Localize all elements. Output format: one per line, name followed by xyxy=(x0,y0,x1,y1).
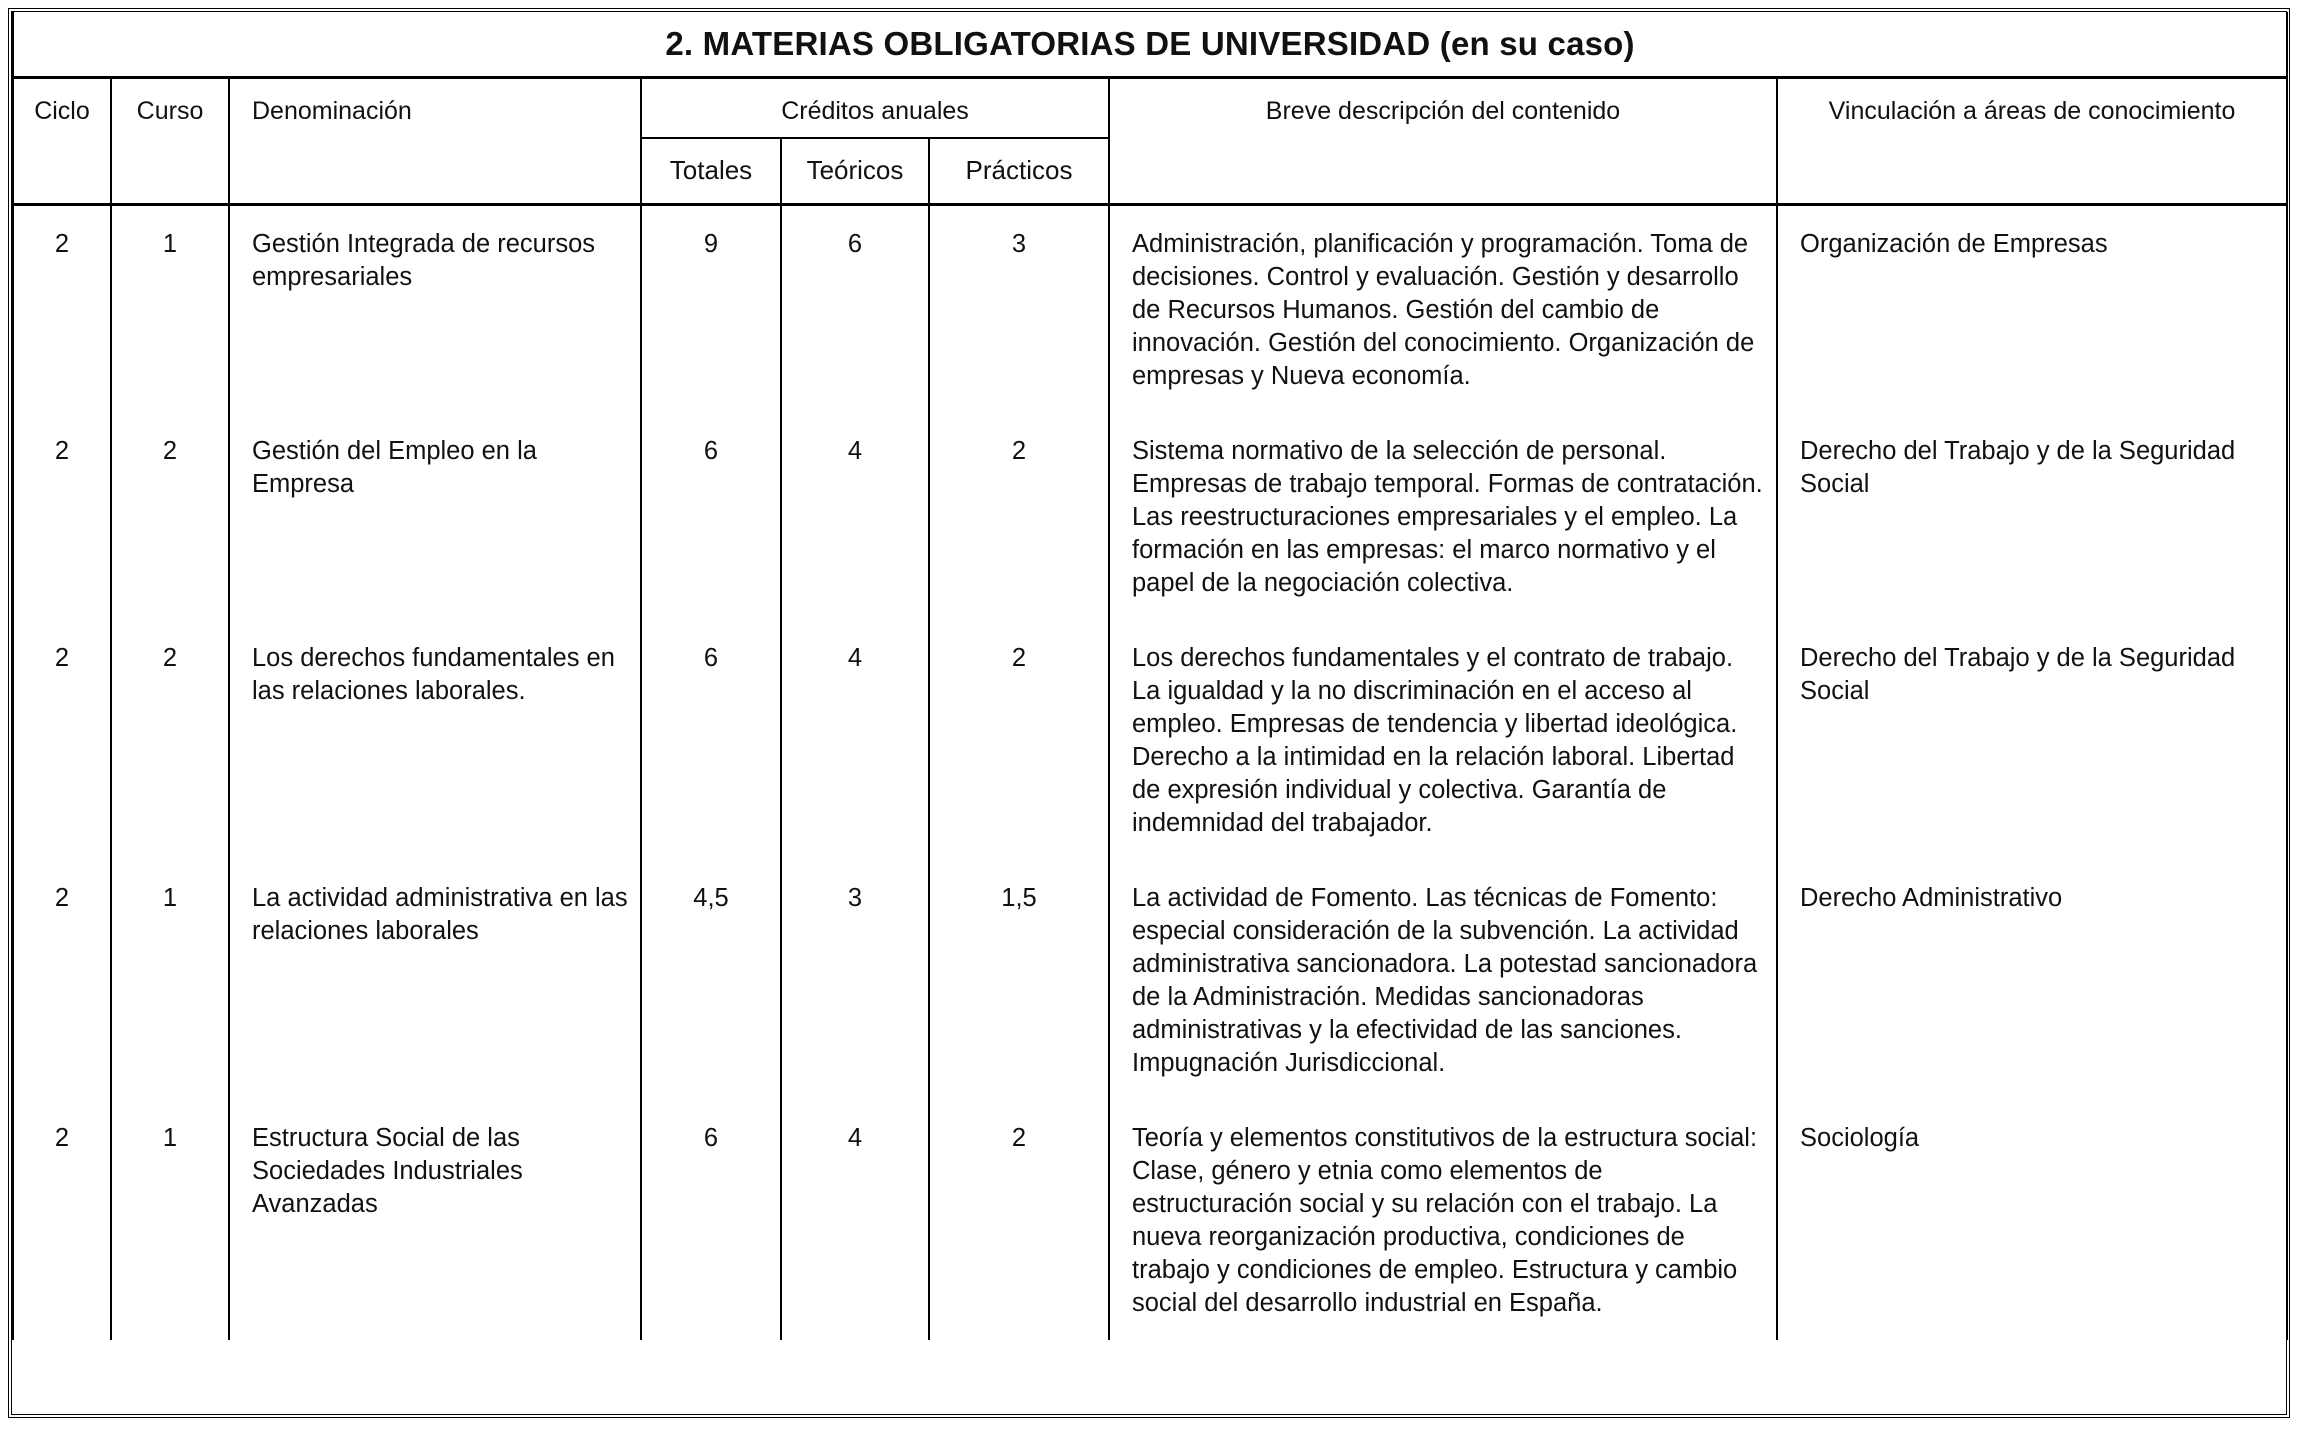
cell-vinculacion: Derecho del Trabajo y de la Seguridad Social xyxy=(1777,413,2287,620)
cell-practicos: 1,5 xyxy=(929,860,1109,1100)
cell-descripcion: Sistema normativo de la selección de personal. Empresas de trabajo temporal. Formas de contratación. Las reestructuraciones empresariales y el empleo. La formación en las empresas: el marco normativo y el papel de la negociación colectiva. xyxy=(1109,413,1777,620)
header-ciclo: Ciclo xyxy=(13,78,111,205)
cell-vinculacion: Derecho Administrativo xyxy=(1777,860,2287,1100)
header-practicos: Prácticos xyxy=(929,138,1109,205)
cell-totales: 6 xyxy=(641,1100,781,1340)
cell-curso: 1 xyxy=(111,860,229,1100)
header-vinculacion: Vinculación a áreas de conocimiento xyxy=(1777,78,2287,205)
cell-descripcion: Teoría y elementos constitutivos de la estructura social: Clase, género y etnia como elementos de estructuración social y su relación con el trabajo. La nueva reorganización productiva, condiciones de trabajo y condiciones de empleo. Estructura y cambio social del desarrollo industrial en España. xyxy=(1109,1100,1777,1340)
header-totales: Totales xyxy=(641,138,781,205)
cell-ciclo: 2 xyxy=(13,860,111,1100)
header-creditos-anuales: Créditos anuales xyxy=(641,78,1109,138)
cell-denominacion: Gestión Integrada de recursos empresariales xyxy=(229,204,641,413)
cell-ciclo: 2 xyxy=(13,204,111,413)
cell-denominacion: Estructura Social de las Sociedades Industriales Avanzadas xyxy=(229,1100,641,1340)
cell-curso: 2 xyxy=(111,620,229,860)
cell-vinculacion: Derecho del Trabajo y de la Seguridad Social xyxy=(1777,620,2287,860)
cell-totales: 6 xyxy=(641,620,781,860)
header-denominacion: Denominación xyxy=(229,78,641,205)
cell-practicos: 2 xyxy=(929,620,1109,860)
subjects-table xyxy=(12,12,2288,1340)
cell-denominacion: Los derechos fundamentales en las relaciones laborales. xyxy=(229,620,641,860)
cell-totales: 6 xyxy=(641,413,781,620)
cell-curso: 1 xyxy=(111,204,229,413)
cell-teoricos: 4 xyxy=(781,1100,929,1340)
table-row xyxy=(13,204,2287,413)
cell-ciclo: 2 xyxy=(13,1100,111,1340)
table-title: 2. MATERIAS OBLIGATORIAS DE UNIVERSIDAD (en su caso) xyxy=(13,12,2287,78)
cell-curso: 2 xyxy=(111,413,229,620)
cell-teoricos: 6 xyxy=(781,204,929,413)
cell-denominacion: Gestión del Empleo en la Empresa xyxy=(229,413,641,620)
cell-vinculacion: Sociología xyxy=(1777,1100,2287,1340)
cell-ciclo: 2 xyxy=(13,620,111,860)
cell-descripcion: Administración, planificación y programación. Toma de decisiones. Control y evaluación. Gestión y desarrollo de Recursos Humanos. Gestión del cambio de innovación. Gestión del conocimiento. Organización de empresas y Nueva economía. xyxy=(1109,204,1777,413)
cell-totales: 4,5 xyxy=(641,860,781,1100)
table-row xyxy=(13,1100,2287,1340)
header-teoricos: Teóricos xyxy=(781,138,929,205)
cell-practicos: 2 xyxy=(929,1100,1109,1340)
cell-curso: 1 xyxy=(111,1100,229,1340)
cell-denominacion: La actividad administrativa en las relaciones laborales xyxy=(229,860,641,1100)
cell-descripcion: La actividad de Fomento. Las técnicas de Fomento: especial consideración de la subvención. La actividad administrativa sancionadora. La potestad sancionadora de la Administración. Medidas sancionadoras administrativas y la efectividad de las sanciones. Impugnación Jurisdiccional. xyxy=(1109,860,1777,1100)
cell-ciclo: 2 xyxy=(13,413,111,620)
table-row xyxy=(13,620,2287,860)
table-row xyxy=(13,413,2287,620)
cell-totales: 9 xyxy=(641,204,781,413)
cell-teoricos: 4 xyxy=(781,413,929,620)
header-curso: Curso xyxy=(111,78,229,205)
document-sheet xyxy=(8,8,2290,1418)
table-row xyxy=(13,860,2287,1100)
header-descripcion: Breve descripción del contenido xyxy=(1109,78,1777,205)
cell-descripcion: Los derechos fundamentales y el contrato de trabajo. La igualdad y la no discriminación en el acceso al empleo. Empresas de tendencia y libertad ideológica. Derecho a la intimidad en la relación laboral. Libertad de expresión individual y colectiva. Garantía de indemnidad del trabajador. xyxy=(1109,620,1777,860)
cell-teoricos: 4 xyxy=(781,620,929,860)
cell-vinculacion: Organización de Empresas xyxy=(1777,204,2287,413)
cell-practicos: 3 xyxy=(929,204,1109,413)
cell-teoricos: 3 xyxy=(781,860,929,1100)
cell-practicos: 2 xyxy=(929,413,1109,620)
